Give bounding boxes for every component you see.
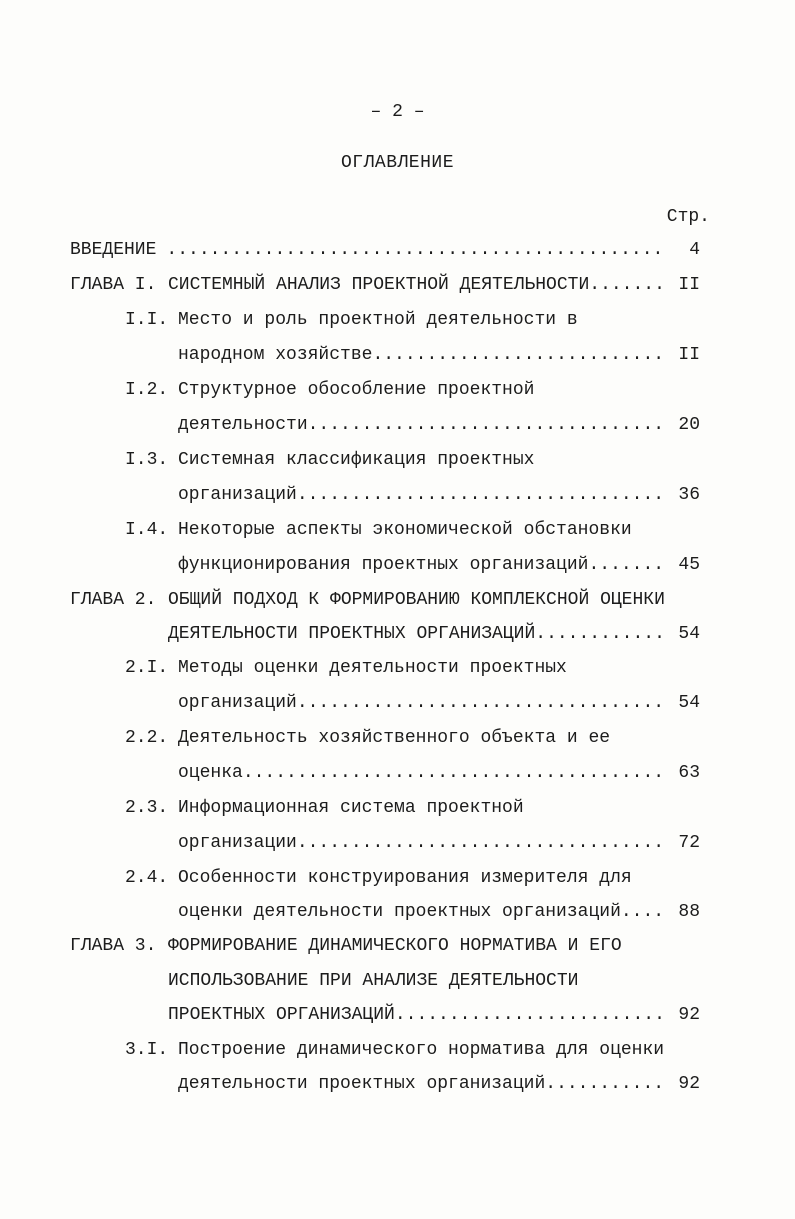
chapter-label: ГЛАВА 3. bbox=[70, 936, 157, 956]
toc-entry-introduction bbox=[70, 238, 700, 262]
dot-leader bbox=[308, 413, 666, 437]
entry-title: ВВЕДЕНИЕ bbox=[70, 240, 157, 260]
toc-section-2-1-cont bbox=[178, 691, 700, 715]
entry-page: 20 bbox=[678, 415, 700, 435]
section-title-line: Деятельность хозяйственного объекта и ее bbox=[178, 728, 611, 748]
section-number: 2.I. bbox=[125, 658, 169, 678]
chapter-label: ГЛАВА I. bbox=[70, 275, 157, 295]
entry-page: 63 bbox=[678, 763, 700, 783]
toc-section-2-1 bbox=[125, 656, 567, 680]
dot-leader bbox=[372, 343, 666, 367]
toc-chapter-3 bbox=[70, 934, 622, 958]
toc-section-1-4 bbox=[125, 518, 632, 542]
dot-leader bbox=[297, 483, 666, 507]
page-number-text: – 2 – bbox=[370, 102, 425, 122]
chapter-title-line: ДЕЯТЕЛЬНОСТИ ПРОЕКТНЫХ ОРГАНИЗАЦИЙ bbox=[168, 624, 536, 644]
section-number: I.2. bbox=[125, 380, 169, 400]
section-number: 3.I. bbox=[125, 1040, 169, 1060]
toc-heading bbox=[0, 151, 795, 175]
section-title-line: Место и роль проектной деятельности в bbox=[178, 310, 578, 330]
toc-chapter-1 bbox=[70, 273, 700, 297]
dot-leader bbox=[535, 622, 666, 646]
section-title-line: Методы оценки деятельности проектных bbox=[178, 658, 567, 678]
dot-leader bbox=[297, 831, 666, 855]
entry-page: 88 bbox=[678, 902, 700, 922]
page-column-label-text: Стр. bbox=[666, 207, 710, 227]
section-title-line: деятельности проектных организаций bbox=[178, 1074, 546, 1094]
section-title-line: оценка bbox=[178, 763, 243, 783]
chapter-title-line: СИСТЕМНЫЙ АНАЛИЗ ПРОЕКТНОЙ ДЕЯТЕЛЬНОСТИ bbox=[168, 275, 590, 295]
section-number: I.4. bbox=[125, 520, 169, 540]
section-title-line: организаций bbox=[178, 693, 297, 713]
dot-leader bbox=[395, 1003, 666, 1027]
toc-section-2-3 bbox=[125, 796, 524, 820]
entry-page: 4 bbox=[689, 240, 700, 260]
section-number: 2.3. bbox=[125, 798, 169, 818]
section-title-line: народном хозяйстве bbox=[178, 345, 373, 365]
entry-page: 54 bbox=[678, 693, 700, 713]
dot-leader bbox=[243, 761, 666, 785]
section-number: 2.4. bbox=[125, 868, 169, 888]
page-column-label bbox=[560, 205, 710, 229]
dot-leader bbox=[545, 1072, 666, 1096]
chapter-title-line: ИСПОЛЬЗОВАНИЕ ПРИ АНАЛИЗЕ ДЕЯТЕЛЬНОСТИ bbox=[168, 971, 579, 991]
section-title-line: Информационная система проектной bbox=[178, 798, 524, 818]
section-title-line: Структурное обособление проектной bbox=[178, 380, 535, 400]
toc-section-1-2 bbox=[125, 378, 534, 402]
section-title-line: оценки деятельности проектных организаций bbox=[178, 902, 621, 922]
section-title-line: организаций bbox=[178, 485, 297, 505]
toc-section-2-4 bbox=[125, 866, 632, 890]
dot-leader bbox=[621, 900, 666, 924]
chapter-title-line: ПРОЕКТНЫХ ОРГАНИЗАЦИЙ bbox=[168, 1005, 395, 1025]
entry-page: 72 bbox=[678, 833, 700, 853]
chapter-title-line: ОБЩИЙ ПОДХОД К ФОРМИРОВАНИЮ КОМПЛЕКСНОЙ ОЦЕНКИ bbox=[168, 590, 665, 610]
section-title-line: Построение динамического норматива для оценки bbox=[178, 1040, 665, 1060]
page-number bbox=[0, 100, 795, 124]
section-number: 2.2. bbox=[125, 728, 169, 748]
entry-page: II bbox=[678, 345, 700, 365]
toc-section-2-2 bbox=[125, 726, 610, 750]
entry-page: 45 bbox=[678, 555, 700, 575]
entry-page: II bbox=[678, 275, 700, 295]
entry-page: 92 bbox=[678, 1074, 700, 1094]
toc-section-1-2-cont bbox=[178, 413, 700, 437]
section-title-line: Системная классификация проектных bbox=[178, 450, 535, 470]
section-number: I.I. bbox=[125, 310, 169, 330]
toc-section-1-4-cont bbox=[178, 553, 700, 577]
toc-section-3-1-cont bbox=[178, 1072, 700, 1096]
toc-section-2-2-cont bbox=[178, 761, 700, 785]
toc-heading-text: ОГЛАВЛЕНИЕ bbox=[340, 153, 455, 173]
section-number: I.3. bbox=[125, 450, 169, 470]
section-title-line: функционирования проектных организаций bbox=[178, 555, 589, 575]
section-title-line: Некоторые аспекты экономической обстановки bbox=[178, 520, 632, 540]
toc-chapter-3-cont-1 bbox=[168, 969, 578, 993]
toc-chapter-2-cont bbox=[168, 622, 700, 646]
dot-leader bbox=[588, 553, 666, 577]
dot-leader bbox=[156, 238, 666, 262]
toc-section-2-4-cont bbox=[178, 900, 700, 924]
section-title-line: Особенности конструирования измерителя для bbox=[178, 868, 632, 888]
toc-section-1-3-cont bbox=[178, 483, 700, 507]
chapter-title-line: ФОРМИРОВАНИЕ ДИНАМИЧЕСКОГО НОРМАТИВА И ЕГО bbox=[168, 936, 622, 956]
entry-page: 54 bbox=[678, 624, 700, 644]
toc-chapter-2 bbox=[70, 588, 665, 612]
dot-leader bbox=[297, 691, 666, 715]
section-title-line: организации bbox=[178, 833, 297, 853]
toc-section-3-1 bbox=[125, 1038, 664, 1062]
entry-page: 92 bbox=[678, 1005, 700, 1025]
chapter-label: ГЛАВА 2. bbox=[70, 590, 157, 610]
toc-chapter-3-cont-2 bbox=[168, 1003, 700, 1027]
entry-page: 36 bbox=[678, 485, 700, 505]
dot-leader bbox=[589, 273, 666, 297]
section-title-line: деятельности bbox=[178, 415, 308, 435]
toc-section-1-1 bbox=[125, 308, 578, 332]
toc-section-1-3 bbox=[125, 448, 534, 472]
toc-section-1-1-cont bbox=[178, 343, 700, 367]
toc-section-2-3-cont bbox=[178, 831, 700, 855]
